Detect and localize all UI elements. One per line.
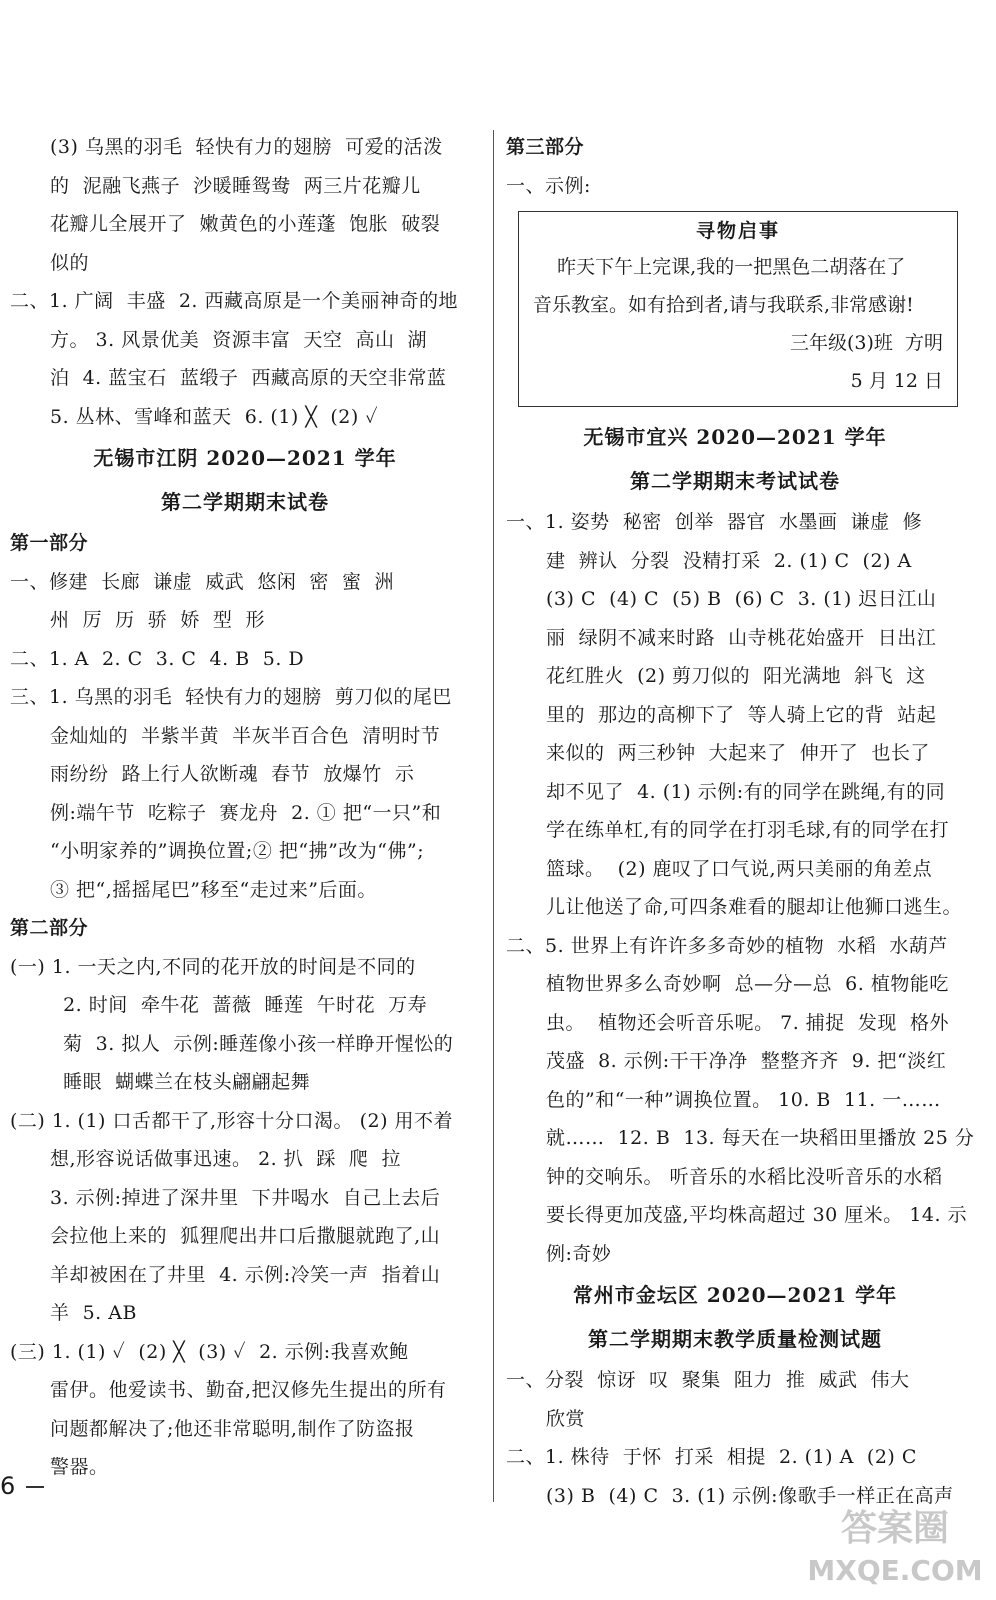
answer-line: (二) 1. (1) 口舌都干了,形容十分口渴。 (2) 用不着 (10, 1109, 454, 1132)
answer-line: 花瓣儿全展开了 嫩黄色的小莲蓬 饱胀 破裂 (50, 213, 441, 235)
answer-line: “小明家养的”调换位置;② 把“拂”改为“佛”; (50, 840, 425, 862)
part-heading: 第二部分 (10, 917, 89, 939)
answer-line: 泊 4. 蓝宝石 蓝缎子 西藏高原的天空非常蓝 (50, 367, 447, 389)
answer-line: 会拉他上来的 狐狸爬出井口后撒腿就跑了,山 (50, 1225, 441, 1247)
answer-line: (一) 1. 一天之内,不同的花开放的时间是不同的 (10, 955, 416, 978)
right-body-section (506, 415, 975, 1515)
answer-line: 里的 那边的高柳下了 等人骑上它的背 站起 (546, 703, 937, 726)
answer-line: 一、修建 长廊 谦虚 威武 悠闲 密 蜜 洲 (10, 570, 395, 593)
notice-date: 5 月 12 日 (850, 370, 943, 392)
right-top-section (506, 128, 964, 205)
answer-line: 钟的交响乐。 听音乐的水稻比没听音乐的水稻 (546, 1165, 943, 1188)
watermark-top-text: 答案圈 (840, 1508, 950, 1549)
answer-line: 二、1. 株待 于怀 打采 相提 2. (1) A (2) C (506, 1446, 917, 1468)
answer-line: 菊 3. 拟人 示例:睡莲像小孩一样睁开惺忪的 (50, 1032, 454, 1055)
answer-line: 茂盛 8. 示例:干干净净 整整齐齐 9. 把“淡红 (546, 1050, 947, 1072)
answer-line: 睡眼 蝴蝶兰在枝头翩翩起舞 (50, 1071, 311, 1093)
answer-line: 要长得更加茂盛,平均株高超过 30 厘米。 14. 示 (546, 1204, 968, 1226)
part-heading: 第一部分 (10, 532, 89, 554)
section-heading: 第二学期期末考试试卷 (630, 469, 840, 493)
answer-line: 虫。 植物还会听音乐呢。 7. 捕捉 发现 格外 (546, 1011, 949, 1034)
answer-line: 问题都解决了;他还非常聪明,制作了防盗报 (50, 1417, 415, 1440)
page-number: 6 (0, 1472, 16, 1500)
answer-line: 就…… 12. B 13. 每天在一块稻田里播放 25 分 (546, 1127, 975, 1149)
part-heading: 第三部分 (506, 136, 585, 158)
answer-line: 羊 5. AB (50, 1302, 137, 1324)
answer-line: 金灿灿的 半紫半黄 半灰半百合色 清明时节 (50, 724, 441, 747)
answer-line: (三) 1. (1) ✓ (2) ╳ (3) ✓ 2. 示例:我喜欢鲍 (10, 1340, 409, 1363)
answer-line: 植物世界多么奇妙啊 总—分—总 6. 植物能吃 (546, 973, 949, 995)
answer-line: 州 厉 历 骄 娇 型 形 (50, 609, 265, 631)
answer-line: 欣赏 (546, 1407, 586, 1430)
answer-line: 一、示例: (506, 174, 591, 197)
answer-line: 一、分裂 惊讶 叹 聚集 阻力 推 威武 伟大 (506, 1369, 910, 1391)
answer-line: 二、1. 广阔 丰盛 2. 西藏高原是一个美丽神奇的地 (10, 290, 458, 312)
answer-line: 色的”和“一种”调换位置。 10. B 11. 一…… (546, 1088, 941, 1111)
page-number-dash (26, 1486, 44, 1488)
answer-line: 方。 3. 风景优美 资源丰富 天空 高山 湖 (50, 328, 428, 351)
answer-line: 丽 绿阴不减来时路 山寺桃花始盛开 日出江 (546, 626, 937, 649)
answer-line: 来似的 两三秒钟 大起来了 伸开了 也长了 (546, 742, 930, 764)
answer-line: (3) B (4) C 3. (1) 示例:像歌手一样正在高声 (546, 1484, 954, 1507)
answer-line: 想,形容说话做事迅速。 2. 扒 踩 爬 拉 (50, 1148, 401, 1170)
answer-line: 一、1. 姿势 秘密 创举 器官 水墨画 谦虚 修 (506, 511, 923, 533)
answer-line: 二、1. A 2. C 3. C 4. B 5. D (10, 647, 305, 670)
answer-line: 花红胜火 (2) 剪刀似的 阳光满地 斜飞 这 (546, 665, 926, 687)
section-heading: 第二学期期末试卷 (161, 490, 329, 514)
lost-item-notice (518, 211, 958, 407)
answer-line: (3) 乌黑的羽毛 轻快有力的翅膀 可爱的活泼 (50, 136, 443, 158)
section-heading: 无锡市江阴 2020—2021 学年 (93, 446, 397, 470)
notice-title: 寻物启事 (695, 220, 780, 242)
answer-line: 例:奇妙 (546, 1242, 612, 1265)
answer-line: 例:端午节 吃粽子 赛龙舟 2. ① 把“一只”和 (50, 801, 442, 824)
answer-line: 3. 示例:掉进了深井里 下井喝水 自己上去后 (50, 1186, 441, 1209)
answer-line: 的 泥融飞燕子 沙暖睡鸳鸯 两三片花瓣儿 (50, 174, 421, 197)
answer-line: 三、1. 乌黑的羽毛 轻快有力的翅膀 剪刀似的尾巴 (10, 686, 452, 708)
watermark-bottom-text: MXQE.COM (807, 1554, 983, 1587)
watermark-logo (806, 1492, 984, 1592)
notice-line: 音乐教室。如有拾到者,请与我联系,非常感谢! (533, 294, 914, 316)
answer-line: 似的 (50, 251, 90, 274)
notice-signer: 三年级(3)班 方明 (790, 332, 943, 354)
right-column (506, 128, 975, 1515)
answer-line: 5. 丛林、雪峰和蓝天 6. (1) ╳ (2) ✓ (50, 405, 379, 428)
answer-line: 雨纷纷 路上行人欲断魂 春节 放爆竹 示 (50, 763, 415, 785)
answer-line: 却不见了 4. (1) 示例:有的同学在跳绳,有的同 (546, 780, 946, 803)
section-heading: 无锡市宜兴 2020—2021 学年 (583, 425, 887, 449)
answer-line: 雷伊。他爱读书、勤奋,把汉修先生提出的所有 (50, 1379, 447, 1401)
section-heading: 常州市金坛区 2020—2021 学年 (572, 1283, 898, 1307)
answer-line: (3) C (4) C (5) B (6) C 3. (1) 迟日江山 (546, 588, 937, 610)
section-heading: 第二学期期末教学质量检测试题 (588, 1327, 882, 1351)
answer-line: ③ 把“,摇摇尾巴”移至“走过来”后面。 (50, 878, 377, 901)
answer-line: 二、5. 世界上有许许多多奇妙的植物 水稻 水葫芦 (506, 934, 948, 957)
answer-line: 儿让他送了命,可四条难看的腿却让他狮口逃生。 (546, 896, 963, 918)
answer-line: 篮球。 (2) 鹿叹了口气说,两只美丽的角差点 (546, 857, 933, 880)
answer-line: 学在练单杠,有的同学在打羽毛球,有的同学在打 (546, 819, 950, 841)
answer-line: 警器。 (50, 1456, 109, 1478)
answer-line: 羊却被困在了井里 4. 示例:冷笑一声 指着山 (50, 1263, 441, 1286)
notice-line: 昨天下午上完课,我的一把黑色二胡落在了 (533, 256, 906, 278)
answer-line: 建 辨认 分裂 没精打采 2. (1) C (2) A (546, 549, 912, 572)
column-divider (493, 130, 494, 1502)
left-column (10, 128, 480, 1487)
answer-line: 2. 时间 牵牛花 蔷薇 睡莲 午时花 万寿 (50, 994, 428, 1016)
